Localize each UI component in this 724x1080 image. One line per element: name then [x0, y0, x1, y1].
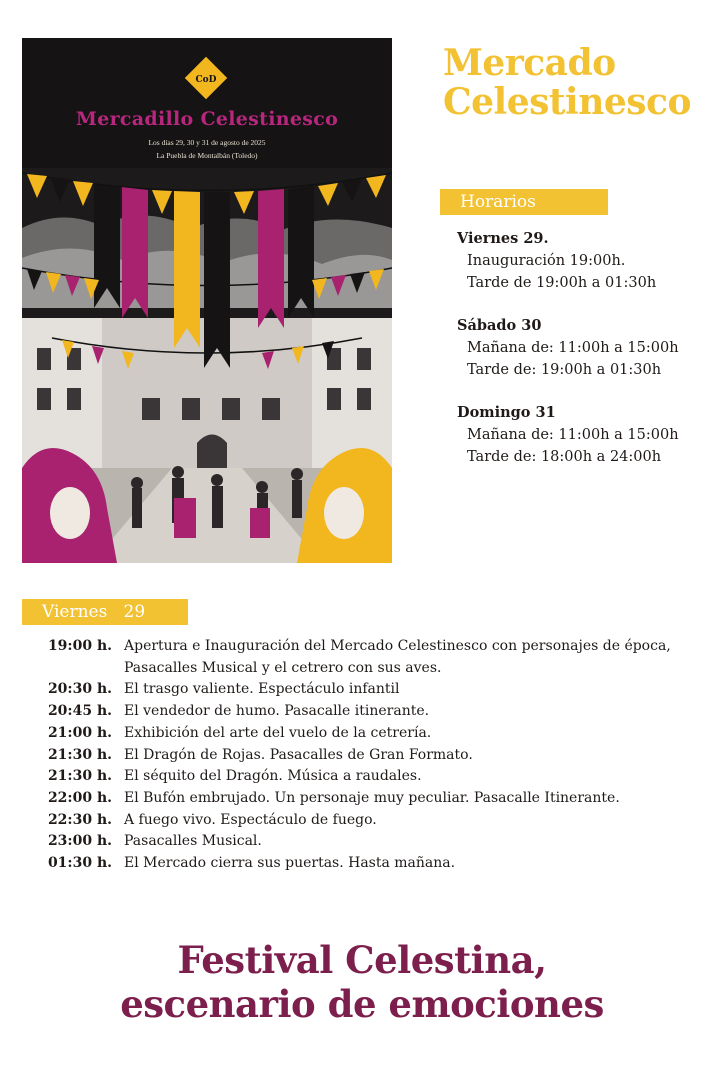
- festival-logo-icon: [183, 55, 229, 101]
- schedule-row: Tarde de 19:00h a 01:30h: [467, 275, 657, 291]
- program-item: [30, 723, 710, 745]
- program-time: 22:30 h.: [47, 811, 112, 828]
- program-time: 21:00 h.: [47, 724, 112, 741]
- program-time: 20:30 h.: [47, 681, 112, 698]
- footer-slogan-line2: escenario de emociones: [120, 982, 604, 1026]
- program-description: A fuego vivo. Espectáculo de fuego.: [124, 811, 377, 828]
- schedule-day-label: Viernes 29.: [457, 230, 549, 247]
- program-time: 21:30 h.: [47, 768, 112, 785]
- program-item: [30, 701, 710, 723]
- footer-slogan: [0, 938, 724, 1026]
- program-time: 21:30 h.: [47, 746, 112, 763]
- schedule-row: Mañana de: 11:00h a 15:00h: [467, 340, 679, 356]
- program-description: El vendedor de humo. Pasacalle itinerante.: [124, 703, 430, 720]
- program-list: [30, 636, 710, 875]
- program-item: [30, 679, 710, 701]
- program-description: El Bufón embrujado. Un personaje muy peculiar. Pasacalle Itinerante.: [124, 789, 620, 806]
- program-description: Apertura e Inauguración del Mercado Celestinesco con personajes de época,: [124, 638, 671, 654]
- schedule-day-label: Domingo 31: [457, 404, 556, 421]
- program-description: El Mercado cierra sus puertas. Hasta mañana.: [124, 855, 456, 872]
- program-time: 20:45 h.: [47, 703, 112, 720]
- schedule-row: Mañana de: 11:00h a 15:00h: [467, 427, 679, 443]
- program-description: El trasgo valiente. Espectáculo infantil: [124, 681, 400, 698]
- program-item: [30, 853, 710, 875]
- program-time: 01:30 h.: [47, 855, 112, 872]
- horarios-heading: Horarios: [440, 189, 608, 215]
- schedule-day-saturday: [457, 315, 717, 381]
- event-poster: [22, 38, 392, 563]
- page-title-line2: Celestinesco: [443, 81, 691, 123]
- program-item: [30, 745, 710, 767]
- program-item: [30, 831, 710, 853]
- poster-title: Mercadillo Celestinesco: [75, 108, 339, 130]
- program-item: [30, 810, 710, 832]
- program-time: 19:00 h.: [47, 638, 112, 654]
- program-description: Exhibición del arte del vuelo de la cetrería.: [124, 724, 432, 741]
- svg-text:CoD: CoD: [195, 75, 217, 85]
- schedule-day-label: Sábado 30: [457, 317, 542, 334]
- schedule-day-friday: [457, 228, 717, 294]
- schedule-row: Inauguración 19:00h.: [467, 253, 626, 269]
- poster-place: La Puebla de Montalbán (Toledo): [156, 151, 258, 160]
- program-item: [30, 766, 710, 788]
- schedule-row: Tarde de: 18:00h a 24:00h: [467, 449, 662, 465]
- page-title: [443, 44, 713, 122]
- program-item: [30, 788, 710, 810]
- poster-illustration: [22, 168, 392, 563]
- program-time: 23:00 h.: [47, 833, 112, 850]
- program-description: Pasacalles Musical y el cetrero con sus aves.: [124, 659, 442, 676]
- footer-slogan-line1: Festival Celestina,: [177, 938, 547, 982]
- program-day-heading: Viernes 29: [22, 599, 188, 625]
- schedule-day-sunday: [457, 402, 717, 468]
- poster-dates: Los días 29, 30 y 31 de agosto de 2025: [148, 138, 266, 147]
- program-time: 22:00 h.: [47, 789, 112, 806]
- page-title-line1: Mercado: [443, 42, 616, 84]
- schedule-row: Tarde de: 19:00h a 01:30h: [467, 362, 662, 378]
- program-description: El séquito del Dragón. Música a raudales.: [124, 768, 422, 785]
- program-description: El Dragón de Rojas. Pasacalles de Gran Formato.: [124, 746, 473, 763]
- program-description: Pasacalles Musical.: [124, 833, 262, 850]
- program-item: [30, 636, 710, 679]
